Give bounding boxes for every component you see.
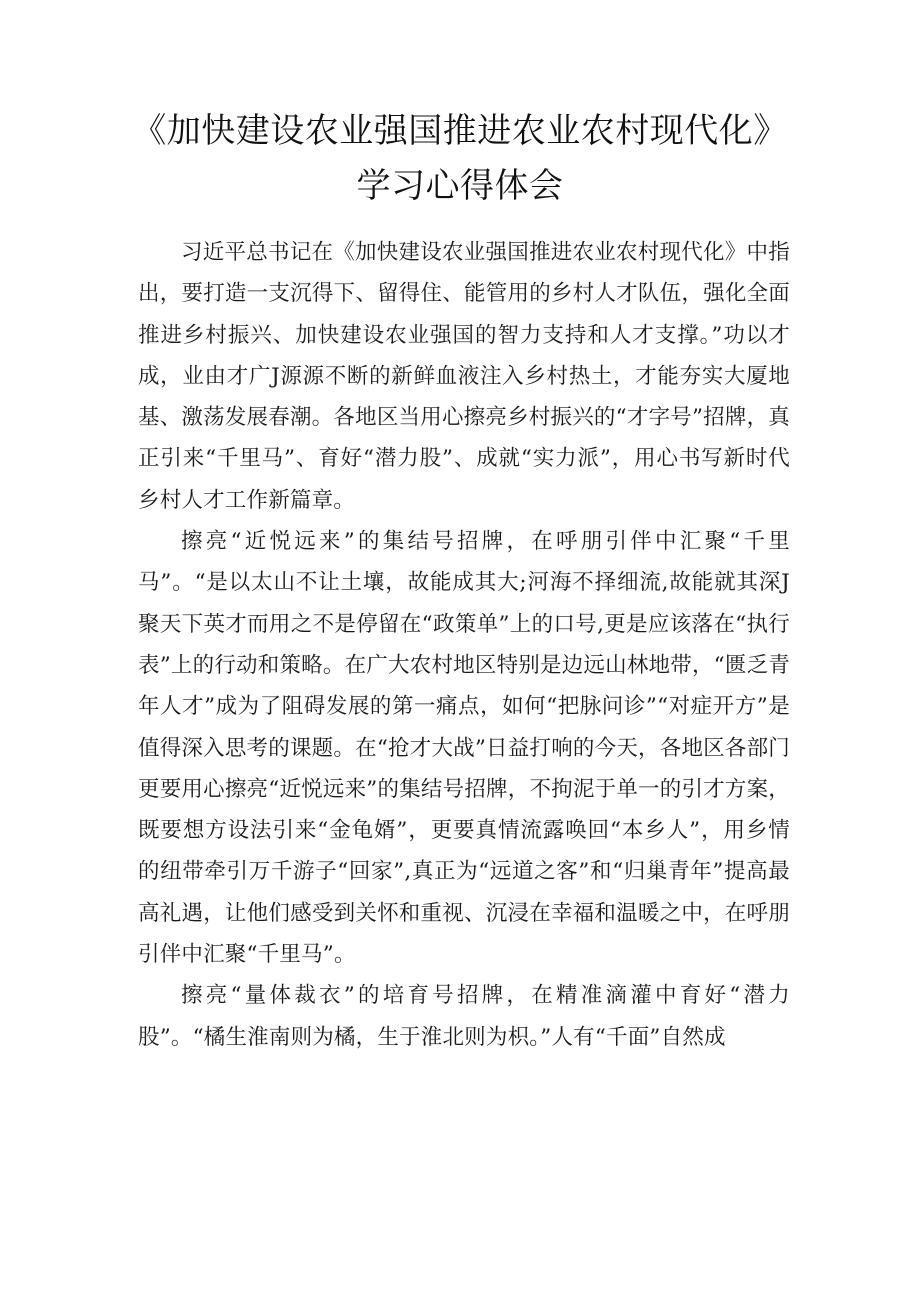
paragraph-intro: 习近平总书记在《加快建设农业强国推进农业农村现代化》中指出，要打造一支沉得下、留得住、能管用的乡村人才队伍，强化全面推进乡村振兴、加快建设农业强国的智力支持和人才支撑。”功以才成，业由才广J源源不断的新鲜血液注入乡村热土，才能夯实大厦地基、激荡发展春潮。各地区当用心擦亮乡村振兴的“才字号”招牌，真正引来“千里马”、育好“潜力股”、成就“实力派”，用心书写新时代乡村人才工作新篇章。 [138,240,790,513]
paragraph-talent-attraction: 擦亮“近悦远来”的集结号招牌，在呼朋引伴中汇聚“千里马”。“是以太山不让土壤，故能成其大;河海不择细流,故能就其深J聚天下英才而用之不是停留在“政策单”上的口号,更是应该落在“执行表”上的行动和策略。在广大农村地区特别是边远山林地带，“匮乏青年人才”成为了阻碍发展的第一痛点，如何“把脉问诊”“对症开方”是值得深入思考的课题。在“抢才大战”日益打响的今天，各地区各部门更要用心擦亮“近悦远来”的集结号招牌，不拘泥于单一的引才方案，既要想方设法引来“金龟婿”，更要真情流露唤回“本乡人”，用乡情的纽带牵引万千游子“回家”,真正为“远道之客”和“归巢青年”提高最高礼遇，让他们感受到关怀和重视、沉浸在幸福和温暖之中，在呼朋引伴中汇聚“千里马”。 [138,529,790,968]
paragraph-talent-cultivation: 擦亮“量体裁衣”的培育号招牌，在精准滴灌中育好“潜力股”。“橘生淮南则为橘，生于淮北则为枳。”人有“千面”自然成 [138,983,790,1050]
document-body [138,232,790,1058]
document-title: 《加快建设农业强国推进农业农村现代化》学习心得体会 [132,111,788,206]
